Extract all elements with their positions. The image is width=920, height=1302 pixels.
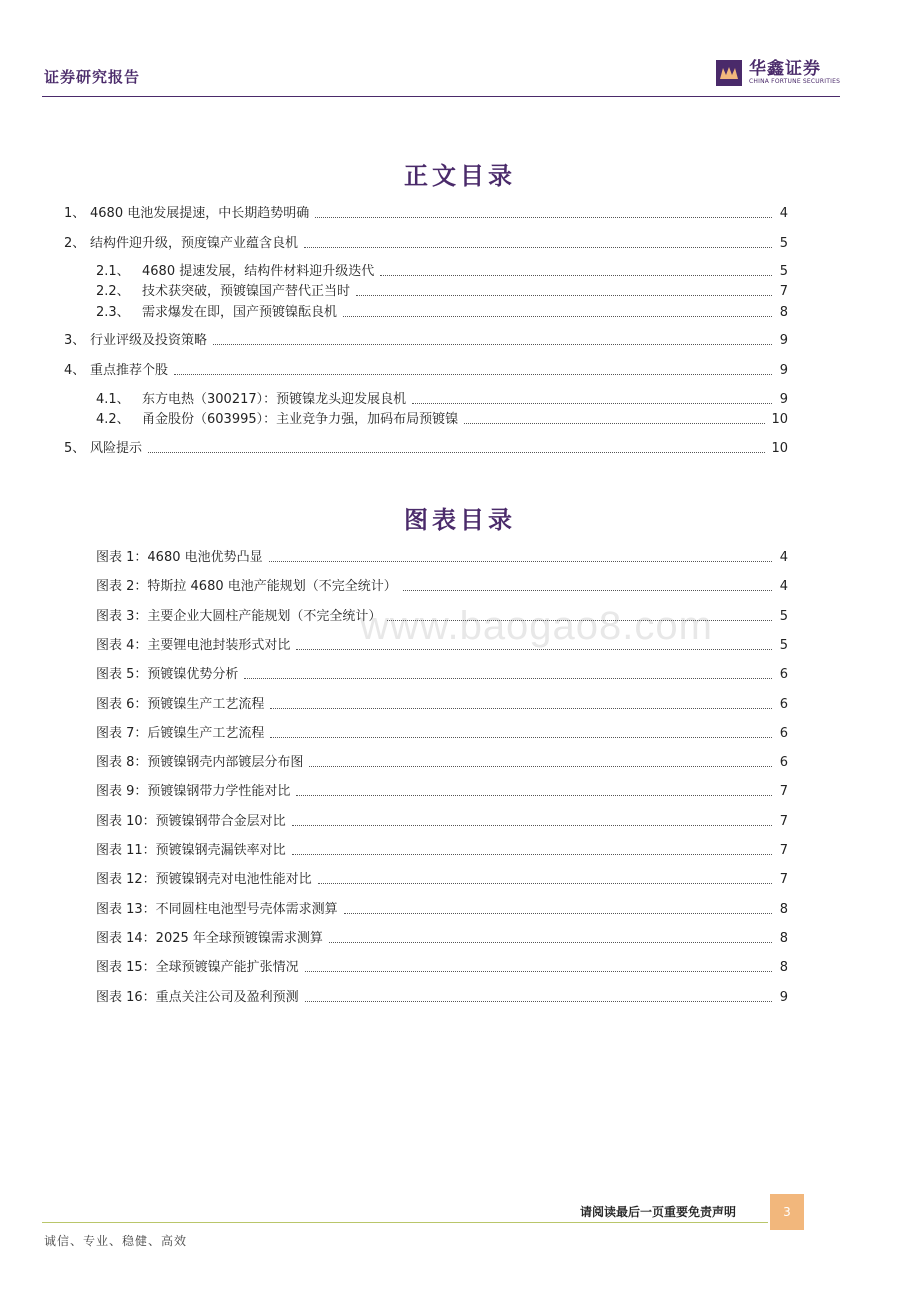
toc-entry-page: 10 xyxy=(771,412,788,427)
figure-leader-dots xyxy=(269,561,772,562)
toc-leader-dots xyxy=(464,423,765,424)
header-divider xyxy=(42,96,840,97)
toc-entry[interactable] xyxy=(64,204,788,222)
figure-entry[interactable] xyxy=(96,577,788,595)
figure-entry-page: 7 xyxy=(779,872,788,888)
toc-entry-page: 4 xyxy=(779,206,788,221)
figure-entry-label: 图表 9：预镀镍钢带力学性能对比 xyxy=(96,784,291,800)
figure-leader-dots xyxy=(296,795,772,796)
toc-entry-text: 东方电热（300217）：预镀镍龙头迎发展良机 xyxy=(142,392,407,407)
figure-entry[interactable] xyxy=(96,695,788,713)
figure-leader-dots xyxy=(270,737,772,738)
toc-entry-number: 4.1、 xyxy=(96,392,130,407)
toc-entry-number: 2.2、 xyxy=(96,284,130,299)
figure-entry[interactable] xyxy=(96,724,788,742)
figure-entry-page: 6 xyxy=(779,725,788,741)
figure-entry-page: 6 xyxy=(779,755,788,771)
toc-entry[interactable] xyxy=(96,282,788,300)
logo-name-en: CHINA FORTUNE SECURITIES xyxy=(749,78,841,85)
figure-entry-label: 图表 5：预镀镍优势分析 xyxy=(96,667,239,683)
toc-entry-text: 结构件迎升级，预度镍产业蕴含良机 xyxy=(90,236,299,251)
toc-entry-text: 4680 提速发展，结构件材料迎升级迭代 xyxy=(142,264,375,279)
toc-entry-number: 2.1、 xyxy=(96,264,130,279)
figure-entry-page: 9 xyxy=(779,989,788,1005)
toc-leader-dots xyxy=(380,275,772,276)
figure-leader-dots xyxy=(318,883,772,884)
figure-leader-dots xyxy=(329,942,772,943)
figure-entry[interactable] xyxy=(96,812,788,830)
logo-icon xyxy=(716,60,742,86)
figure-leader-dots xyxy=(403,590,772,591)
figure-entry-page: 4 xyxy=(779,579,788,595)
toc-entry-page: 5 xyxy=(779,264,788,279)
toc-entry-page: 9 xyxy=(779,363,788,378)
toc-entry-number: 4.2、 xyxy=(96,412,130,427)
toc-entry[interactable] xyxy=(96,262,788,280)
toc-entry[interactable] xyxy=(64,361,788,379)
toc-leader-dots xyxy=(148,452,765,453)
figure-entry[interactable] xyxy=(96,548,788,566)
toc-entry[interactable] xyxy=(64,331,788,349)
figure-leader-dots xyxy=(270,708,772,709)
toc-leader-dots xyxy=(356,295,772,296)
figure-leader-dots xyxy=(296,649,772,650)
toc-entry-page: 10 xyxy=(771,441,788,456)
figure-entry-label: 图表 15：全球预镀镍产能扩张情况 xyxy=(96,960,299,976)
toc-entry-page: 8 xyxy=(779,305,788,320)
figure-entry-label: 图表 14：2025 年全球预镀镍需求测算 xyxy=(96,930,323,946)
toc-entry[interactable] xyxy=(96,390,788,408)
figure-entry-page: 8 xyxy=(779,960,788,976)
figure-entry[interactable] xyxy=(96,636,788,654)
report-type-label: 证券研究报告 xyxy=(44,68,141,86)
toc-entry-text: 技术获突破，预镀镍国产替代正当时 xyxy=(142,284,351,299)
figure-entry-label: 图表 3：主要企业大圆柱产能规划（不完全统计） xyxy=(96,608,382,624)
figure-entry-label: 图表 2：特斯拉 4680 电池产能规划（不完全统计） xyxy=(96,579,397,595)
figure-leader-dots xyxy=(292,825,772,826)
figure-entry-page: 5 xyxy=(779,608,788,624)
toc-leader-dots xyxy=(412,403,772,404)
figure-entry-label: 图表 7：后镀镍生产工艺流程 xyxy=(96,725,265,741)
disclaimer-note[interactable]: 请阅读最后一页重要免责声明 xyxy=(580,1205,737,1219)
figure-entry[interactable] xyxy=(96,900,788,918)
toc-entry-page: 9 xyxy=(779,333,788,348)
figure-entry-label: 图表 11：预镀镍钢壳漏铁率对比 xyxy=(96,843,286,858)
toc-entry-text: 风险提示 xyxy=(90,441,143,456)
figure-entry-page: 7 xyxy=(779,843,788,858)
toc-leader-dots xyxy=(343,316,772,317)
page-number: 3 xyxy=(770,1194,804,1230)
company-logo xyxy=(716,60,840,86)
figure-entry[interactable] xyxy=(96,782,788,800)
toc-entry[interactable] xyxy=(64,439,788,457)
figure-entry-label: 图表 8：预镀镍钢壳内部镀层分布图 xyxy=(96,755,304,771)
toc-entry-page: 7 xyxy=(779,284,788,299)
figure-entry-page: 7 xyxy=(779,813,788,829)
logo-name-cn: 华鑫证券 xyxy=(749,59,821,79)
figure-leader-dots xyxy=(309,766,772,767)
toc-entry-text: 需求爆发在即，国产预镀镍酝良机 xyxy=(142,305,338,320)
toc-entry-text: 重点推荐个股 xyxy=(90,363,169,378)
toc-leader-dots xyxy=(304,247,772,248)
figure-entry-label: 图表 12：预镀镍钢壳对电池性能对比 xyxy=(96,872,312,888)
figure-entry-page: 8 xyxy=(779,930,788,946)
toc-entry-page: 9 xyxy=(779,392,788,407)
watermark: www.baogao8.com xyxy=(360,604,713,648)
figure-entry-page: 6 xyxy=(779,696,788,712)
figure-entry[interactable] xyxy=(96,929,788,947)
toc-entry-number: 2、 xyxy=(64,236,86,251)
toc-entry-text: 4680 电池发展提速，中长期趋势明确 xyxy=(90,206,310,221)
figure-entry[interactable] xyxy=(96,870,788,888)
toc-entry[interactable] xyxy=(96,303,788,321)
toc-leader-dots xyxy=(174,374,772,375)
toc-leader-dots xyxy=(213,344,772,345)
figure-entry[interactable] xyxy=(96,958,788,976)
toc-leader-dots xyxy=(315,217,772,218)
figure-entry-label: 图表 1：4680 电池优势凸显 xyxy=(96,550,263,565)
toc-entry-number: 2.3、 xyxy=(96,305,130,320)
toc-title: 正文目录 xyxy=(404,161,516,190)
figure-entry[interactable] xyxy=(96,753,788,771)
figure-entry-page: 8 xyxy=(779,901,788,917)
toc-entry[interactable] xyxy=(96,410,788,428)
figure-leader-dots xyxy=(292,854,772,855)
figure-leader-dots xyxy=(344,913,772,914)
toc-entry-text: 行业评级及投资策略 xyxy=(90,333,208,348)
toc-entry[interactable] xyxy=(64,234,788,252)
figure-list-title: 图表目录 xyxy=(404,505,516,534)
toc-entry-number: 3、 xyxy=(64,333,86,348)
figure-entry-label: 图表 6：预镀镍生产工艺流程 xyxy=(96,696,265,712)
toc-entry-number: 1、 xyxy=(64,206,86,221)
figure-entry-label: 图表 16：重点关注公司及盈利预测 xyxy=(96,989,299,1005)
figure-entry-page: 6 xyxy=(779,667,788,683)
figure-entry[interactable] xyxy=(96,841,788,859)
figure-entry-page: 7 xyxy=(779,784,788,800)
figure-leader-dots xyxy=(305,971,772,972)
figure-entry-page: 5 xyxy=(779,637,788,653)
toc-entry-page: 5 xyxy=(779,236,788,251)
figure-entry-label: 图表 13：不同圆柱电池型号壳体需求测算 xyxy=(96,901,338,917)
toc-entry-number: 5、 xyxy=(64,441,86,456)
figure-entry-label: 图表 10：预镀镍钢带合金层对比 xyxy=(96,813,286,829)
toc-entry-text: 甬金股份（603995）：主业竞争力强，加码布局预镀镍 xyxy=(142,412,459,427)
toc-entry-number: 4、 xyxy=(64,363,86,378)
footer-divider xyxy=(42,1222,768,1223)
figure-leader-dots xyxy=(244,678,772,679)
figure-leader-dots xyxy=(387,620,772,621)
figure-entry-page: 4 xyxy=(779,550,788,565)
figure-entry[interactable] xyxy=(96,607,788,625)
footer-slogan: 诚信、专业、稳健、高效 xyxy=(44,1234,188,1248)
figure-entry-label: 图表 4：主要锂电池封装形式对比 xyxy=(96,637,291,653)
figure-entry[interactable] xyxy=(96,665,788,683)
figure-leader-dots xyxy=(305,1001,772,1002)
figure-entry[interactable] xyxy=(96,988,788,1006)
